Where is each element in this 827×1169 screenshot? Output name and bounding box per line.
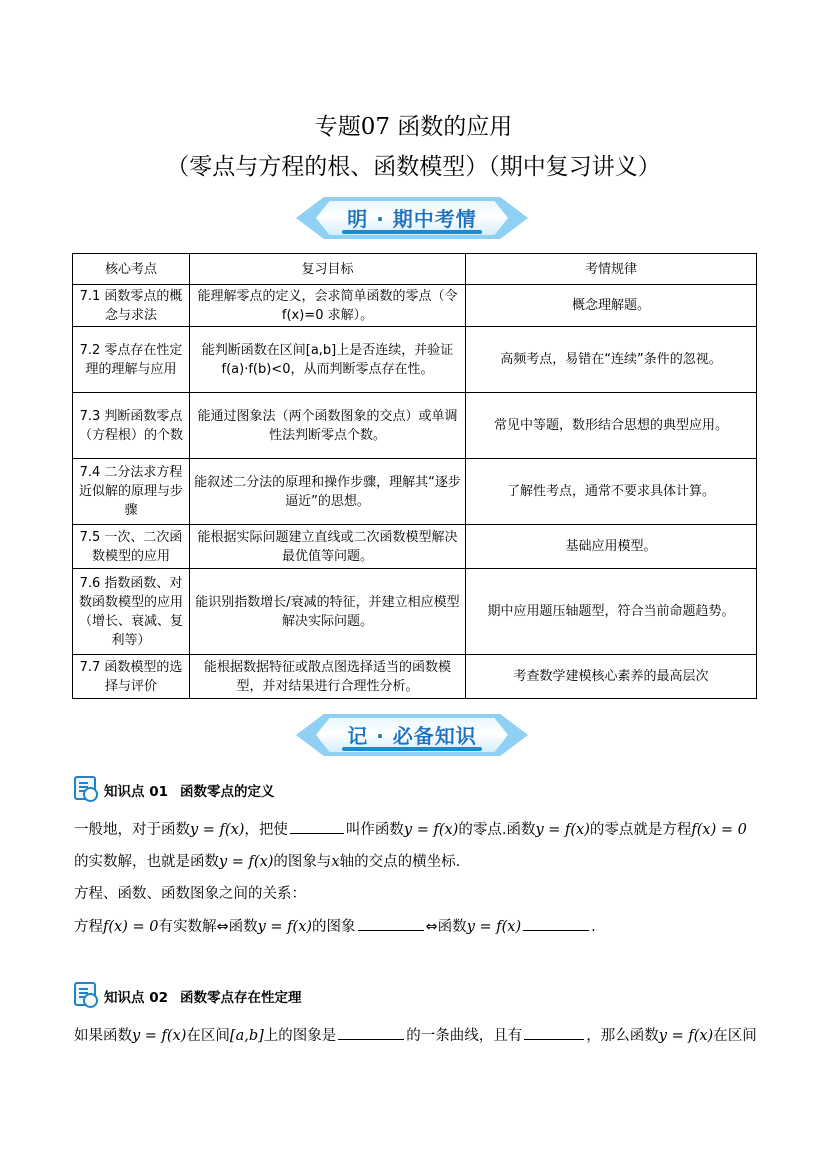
text: ⇔函数 [425, 919, 467, 935]
text: ，那么函数 [586, 1028, 659, 1044]
table-cell: 7.6 指数函数、对数函数模型的应用（增长、衰减、复利等） [73, 569, 190, 655]
exam-points-table [72, 253, 757, 699]
table-cell: 能理解零点的定义，会求简单函数的零点（令 f(x)=0 求解）。 [190, 285, 466, 327]
column-header: 复习目标 [190, 254, 466, 285]
text: ，把使 [244, 822, 288, 838]
text: 的图象与 [273, 854, 332, 870]
table-cell: 期中应用题压轴题型，符合当前命题趋势。 [466, 569, 757, 655]
knowledge-point-label: 知识点 02 [104, 990, 168, 1006]
text: 在区间 [713, 1028, 757, 1044]
banner-label: 明 · 期中考情 [347, 207, 477, 231]
table-cell: 了解性考点，通常不要求具体计算。 [466, 459, 757, 525]
table-header-row [73, 254, 757, 285]
text: 上的图象是 [263, 1028, 337, 1044]
paragraph [74, 850, 460, 871]
math-expression: y = f(x) [403, 822, 459, 838]
knowledge-point-heading [74, 982, 474, 1008]
table-cell: 常见中等题，数形结合思想的典型应用。 [466, 393, 757, 459]
table-cell: 7.7 函数模型的选择与评价 [73, 655, 190, 699]
paragraph: 方程、函数、函数图象之间的关系： [74, 886, 306, 902]
math-expression: f(x) = 0 [103, 919, 159, 935]
page-title: 专题07 函数的应用 [314, 114, 513, 140]
table-cell: 7.4 二分法求方程近似解的原理与步骤 [73, 459, 190, 525]
table-row [73, 569, 757, 655]
table-cell: 能识别指数增长/衰减的特征，并建立相应模型解决实际问题。 [190, 569, 466, 655]
math-expression: y = f(x) [257, 919, 313, 935]
table-row [73, 393, 757, 459]
table-cell: 考查数学建模核心素养的最高层次 [466, 655, 757, 699]
math-expression: y = f(x) [466, 919, 522, 935]
knowledge-point-heading [74, 776, 474, 802]
fill-blank [523, 929, 589, 931]
paragraph [74, 1024, 757, 1045]
fill-blank [358, 929, 424, 931]
text: 的图象 [312, 919, 356, 935]
text: 的一条曲线，且有 [406, 1028, 523, 1044]
table-cell: 能叙述二分法的原理和操作步骤，理解其“逐步逼近”的思想。 [190, 459, 466, 525]
math-expression: y = f(x) [658, 1028, 714, 1044]
fill-blank [290, 832, 344, 834]
text: 的实数解，也就是函数 [74, 854, 219, 870]
math-expression: y = f(x) [132, 1028, 187, 1044]
column-header: 考情规律 [466, 254, 757, 285]
fill-blank [524, 1038, 584, 1040]
math-expression: y = f(x) [219, 854, 274, 870]
paragraph [74, 915, 596, 936]
table-cell: 能判断函数在区间[a,b]上是否连续，并验证 f(a)·f(b)<0，从而判断零点存在性。 [190, 327, 466, 393]
text: . [591, 919, 596, 935]
column-header: 核心考点 [73, 254, 190, 285]
text: 如果函数 [74, 1028, 132, 1044]
table-cell: 7.3 判断函数零点（方程根）的个数 [73, 393, 190, 459]
page-subtitle: （零点与方程的根、函数模型）（期中复习讲义） [166, 154, 661, 180]
text: 方程 [74, 919, 103, 935]
fill-blank [338, 1038, 404, 1040]
text: 的零点.函数 [458, 822, 536, 838]
table-row [73, 525, 757, 569]
text: 的零点就是方程 [589, 822, 692, 838]
math-expression: y = f(x) [535, 822, 590, 838]
table-cell: 能通过图象法（两个函数图象的交点）或单调性法判断零点个数。 [190, 393, 466, 459]
table-row [73, 655, 757, 699]
text: 叫作函数 [345, 822, 404, 838]
table-cell: 基础应用模型。 [466, 525, 757, 569]
text: 在区间 [186, 1028, 230, 1044]
math-expression: x [331, 854, 340, 870]
knowledge-point-title: 函数零点的定义 [180, 784, 275, 800]
search-document-icon [74, 982, 96, 1006]
search-document-icon [74, 776, 96, 800]
banner-label: 记 · 必备知识 [347, 724, 477, 748]
knowledge-point-label: 知识点 01 [104, 784, 168, 800]
knowledge-point-title: 函数零点存在性定理 [180, 990, 302, 1006]
table-cell: 概念理解题。 [466, 285, 757, 327]
table-row [73, 327, 757, 393]
math-expression: [a,b] [229, 1028, 264, 1044]
math-expression: y = f(x) [190, 822, 245, 838]
text: 有实数解⇔函数 [158, 919, 258, 935]
section-banner-exam [296, 197, 528, 239]
table-cell: 7.5 一次、二次函数模型的应用 [73, 525, 190, 569]
section-banner-knowledge [296, 714, 528, 756]
table-row [73, 285, 757, 327]
table-cell: 能根据数据特征或散点图选择适当的函数模型，并对结果进行合理性分析。 [190, 655, 466, 699]
table-row [73, 459, 757, 525]
text: 轴的交点的横坐标. [339, 854, 461, 870]
table-cell: 高频考点，易错在“连续”条件的忽视。 [466, 327, 757, 393]
table-cell: 7.2 零点存在性定理的理解与应用 [73, 327, 190, 393]
math-expression: f(x) = 0 [691, 822, 747, 838]
paragraph [74, 818, 747, 839]
table-cell: 7.1 函数零点的概念与求法 [73, 285, 190, 327]
table-cell: 能根据实际问题建立直线或二次函数模型解决最优值等问题。 [190, 525, 466, 569]
text: 一般地，对于函数 [74, 822, 190, 838]
